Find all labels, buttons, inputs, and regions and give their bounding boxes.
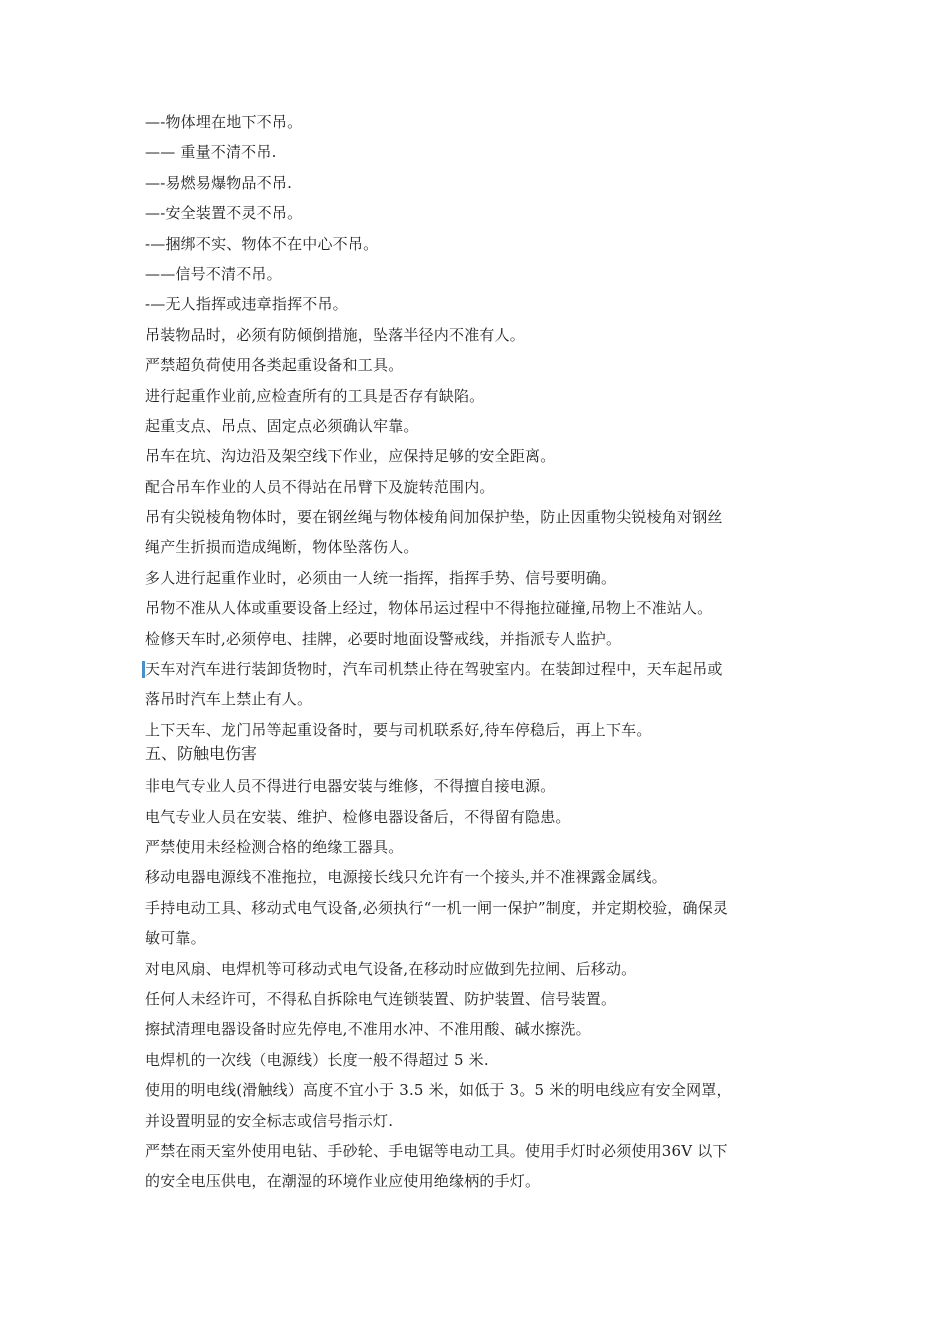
text-line: 电焊机的一次线（电源线）长度一般不得超过 5 米. (145, 1050, 489, 1069)
text-line: 吊物不准从人体或重要设备上经过，物体吊运过程中不得拖拉碰撞,吊物上不准站人。 (145, 599, 713, 618)
text-line-with-cursor[interactable] (145, 654, 820, 684)
text-line-content: 天车对汽车进行装卸货物时，汽车司机禁止待在驾驶室内。在装卸过程中，天车起吊或 (145, 660, 723, 679)
text-line: 使用的明电线(滑触线）高度不宜小于 3.5 米，如低于 3。5 米的明电线应有安全网罩， (145, 1081, 732, 1100)
text-line: 进行起重作业前,应检查所有的工具是否存有缺陷。 (145, 386, 485, 405)
text-line: -—无人指挥或违章指挥不吊。 (145, 295, 348, 314)
text-line: 并设置明显的安全标志或信号指示灯. (145, 1111, 394, 1130)
text-line: 配合吊车作业的人员不得站在吊臂下及旋转范围内。 (145, 477, 495, 496)
text-line: 移动电器电源线不准拖拉，电源接长线只允许有一个接头,并不准裸露金属线。 (145, 868, 667, 887)
text-line: 起重支点、吊点、固定点必须确认牢靠。 (145, 416, 419, 435)
text-line: 吊车在坑、沟边沿及架空线下作业，应保持足够的安全距离。 (145, 447, 556, 466)
text-line: 非电气专业人员不得进行电器安装与维修，不得擅自接电源。 (145, 777, 556, 796)
text-line: 严禁使用未经检测合格的绝缘工器具。 (145, 837, 404, 856)
text-line: —-易燃易爆物品不吊. (145, 173, 293, 192)
text-line: 绳产生折损而造成绳断，物体坠落伤人。 (145, 538, 419, 557)
text-line: 电气专业人员在安装、维护、检修电器设备后，不得留有隐患。 (145, 807, 571, 826)
text-line: -—捆绑不实、物体不在中心不吊。 (145, 234, 379, 253)
text-line: —-物体埋在地下不吊。 (145, 113, 303, 131)
text-line: 吊装物品时，必须有防倾倒措施，坠落半径内不准有人。 (145, 325, 526, 344)
text-line: —-安全装置不灵不吊。 (145, 204, 303, 223)
text-line: 任何人未经许可，不得私自拆除电气连锁装置、防护装置、信号装置。 (145, 989, 617, 1008)
section-heading: 五、防触电伤害 (145, 744, 258, 764)
text-line: 落吊时汽车上禁止有人。 (145, 690, 313, 709)
text-line: 的安全电压供电，在潮湿的环境作业应使用绝缘柄的手灯。 (145, 1172, 541, 1191)
text-cursor (142, 661, 145, 678)
text-line: 严禁超负荷使用各类起重设备和工具。 (145, 356, 404, 375)
text-line: ——信号不清不吊。 (145, 264, 282, 283)
text-line: 擦拭清理电器设备时应先停电,不准用水冲、不准用酸、碱水擦洗。 (145, 1020, 591, 1039)
text-line: 对电风扇、电焊机等可移动式电气设备,在移动时应做到先拉闸、后移动。 (145, 959, 637, 978)
text-line: 敏可靠。 (145, 929, 206, 948)
text-line: 检修天车时,必须停电、挂牌，必要时地面设警戒线，并指派专人监护。 (145, 629, 622, 648)
text-line: 吊有尖锐棱角物体时，要在钢丝绳与物体棱角间加保护垫，防止因重物尖锐棱角对钢丝 (145, 508, 723, 527)
document-body (145, 107, 820, 1197)
text-line: 手持电动工具、移动式电气设备,必须执行“一机一闸一保护”制度，并定期校验，确保灵 (145, 898, 729, 917)
text-line: 严禁在雨天室外使用电钻、手砂轮、手电锯等电动工具。使用手灯时必须使用36V 以下 (145, 1141, 728, 1160)
text-line: —— 重量不清不吊. (145, 143, 277, 162)
text-line: 上下天车、龙门吊等起重设备时，要与司机联系好,待车停稳后，再上下车。 (145, 720, 652, 739)
text-line: 多人进行起重作业时，必须由一人统一指挥，指挥手势、信号要明确。 (145, 568, 617, 587)
